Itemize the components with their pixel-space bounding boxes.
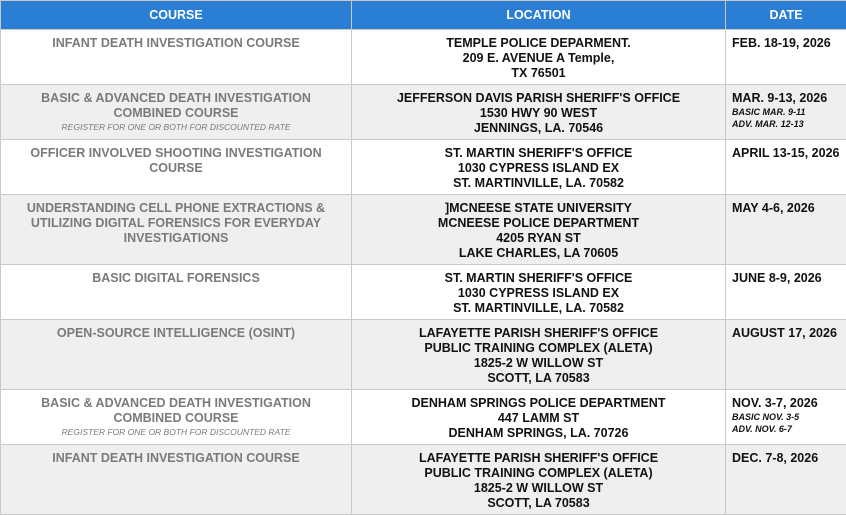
course-name: BASIC & ADVANCED DEATH INVESTIGATION COMBINED COURSE	[41, 396, 311, 425]
date-cell	[726, 140, 846, 195]
date-text: AUGUST 17, 2026	[732, 326, 837, 340]
location-line: 4205 RYAN ST	[358, 231, 719, 246]
table-row	[1, 30, 846, 85]
date-text: NOV. 3-7, 2026	[732, 396, 818, 410]
header-course: COURSE	[1, 1, 352, 30]
location-line: 209 E. AVENUE A Temple,	[358, 51, 719, 66]
course-cell	[1, 195, 352, 265]
location-line: ST. MARTIN SHERIFF'S OFFICE	[358, 146, 719, 161]
date-cell	[726, 265, 846, 320]
date-text: JUNE 8-9, 2026	[732, 271, 822, 285]
location-cell	[352, 320, 726, 390]
location-line: ST. MARTIN SHERIFF'S OFFICE	[358, 271, 719, 286]
location-line: PUBLIC TRAINING COMPLEX (ALETA)	[358, 341, 719, 356]
table-row	[1, 390, 846, 445]
location-cell	[352, 265, 726, 320]
date-text: DEC. 7-8, 2026	[732, 451, 818, 465]
table-row	[1, 140, 846, 195]
location-cell	[352, 390, 726, 445]
date-subtext: BASIC NOV. 3-5	[732, 411, 840, 423]
header-date: DATE	[726, 1, 846, 30]
date-cell	[726, 390, 846, 445]
course-cell	[1, 30, 352, 85]
location-line: LAFAYETTE PARISH SHERIFF'S OFFICE	[358, 326, 719, 341]
location-line: DENHAM SPRINGS, LA. 70726	[358, 426, 719, 441]
location-line: DENHAM SPRINGS POLICE DEPARTMENT	[358, 396, 719, 411]
date-cell	[726, 30, 846, 85]
date-subtext: BASIC MAR. 9-11	[732, 106, 840, 118]
course-name: OPEN-SOURCE INTELLIGENCE (OSINT)	[57, 326, 295, 340]
course-name: INFANT DEATH INVESTIGATION COURSE	[52, 36, 299, 50]
header-location: LOCATION	[352, 1, 726, 30]
course-cell	[1, 265, 352, 320]
location-line: 447 LAMM ST	[358, 411, 719, 426]
location-line: ST. MARTINVILLE, LA. 70582	[358, 301, 719, 316]
location-line: PUBLIC TRAINING COMPLEX (ALETA)	[358, 466, 719, 481]
course-cell	[1, 140, 352, 195]
location-line: TEMPLE POLICE DEPARMENT.	[358, 36, 719, 51]
table-row	[1, 85, 846, 140]
location-line: LAFAYETTE PARISH SHERIFF'S OFFICE	[358, 451, 719, 466]
location-line: ]MCNEESE STATE UNIVERSITY	[358, 201, 719, 216]
location-line: 1825-2 W WILLOW ST	[358, 356, 719, 371]
table-row	[1, 445, 846, 515]
course-cell	[1, 445, 352, 515]
date-cell	[726, 320, 846, 390]
course-cell	[1, 390, 352, 445]
course-cell	[1, 320, 352, 390]
table-row	[1, 320, 846, 390]
date-subtext: ADV. MAR. 12-13	[732, 118, 840, 130]
course-cell	[1, 85, 352, 140]
date-text: MAR. 9-13, 2026	[732, 91, 827, 105]
date-text: APRIL 13-15, 2026	[732, 146, 839, 160]
date-text: FEB. 18-19, 2026	[732, 36, 831, 50]
location-line: TX 76501	[358, 66, 719, 81]
location-line: MCNEESE POLICE DEPARTMENT	[358, 216, 719, 231]
course-name: BASIC & ADVANCED DEATH INVESTIGATION COMBINED COURSE	[41, 91, 311, 120]
course-name: BASIC DIGITAL FORENSICS	[92, 271, 260, 285]
table-row	[1, 195, 846, 265]
course-name: UNDERSTANDING CELL PHONE EXTRACTIONS & UTILIZING DIGITAL FORENSICS FOR EVERYDAY INVESTIGATIONS	[27, 201, 325, 245]
location-line: LAKE CHARLES, LA 70605	[358, 246, 719, 261]
location-line: SCOTT, LA 70583	[358, 496, 719, 511]
location-line: 1825-2 W WILLOW ST	[358, 481, 719, 496]
header-row	[1, 1, 846, 30]
location-cell	[352, 30, 726, 85]
course-name: OFFICER INVOLVED SHOOTING INVESTIGATION COURSE	[30, 146, 321, 175]
date-text: MAY 4-6, 2026	[732, 201, 815, 215]
location-line: 1530 HWY 90 WEST	[358, 106, 719, 121]
date-cell	[726, 85, 846, 140]
course-name: INFANT DEATH INVESTIGATION COURSE	[52, 451, 299, 465]
location-line: SCOTT, LA 70583	[358, 371, 719, 386]
location-line: 1030 CYPRESS ISLAND EX	[358, 161, 719, 176]
date-subtext: ADV. NOV. 6-7	[732, 423, 840, 435]
location-cell	[352, 445, 726, 515]
table-row	[1, 265, 846, 320]
location-line: ST. MARTINVILLE, LA. 70582	[358, 176, 719, 191]
location-line: JEFFERSON DAVIS PARISH SHERIFF'S OFFICE	[358, 91, 719, 106]
location-cell	[352, 85, 726, 140]
location-line: 1030 CYPRESS ISLAND EX	[358, 286, 719, 301]
date-cell	[726, 195, 846, 265]
course-note: REGISTER FOR ONE OR BOTH FOR DISCOUNTED RATE	[7, 426, 345, 439]
date-cell	[726, 445, 846, 515]
location-line: JENNINGS, LA. 70546	[358, 121, 719, 136]
location-cell	[352, 140, 726, 195]
location-cell	[352, 195, 726, 265]
course-note: REGISTER FOR ONE OR BOTH FOR DISCOUNTED RATE	[7, 121, 345, 134]
